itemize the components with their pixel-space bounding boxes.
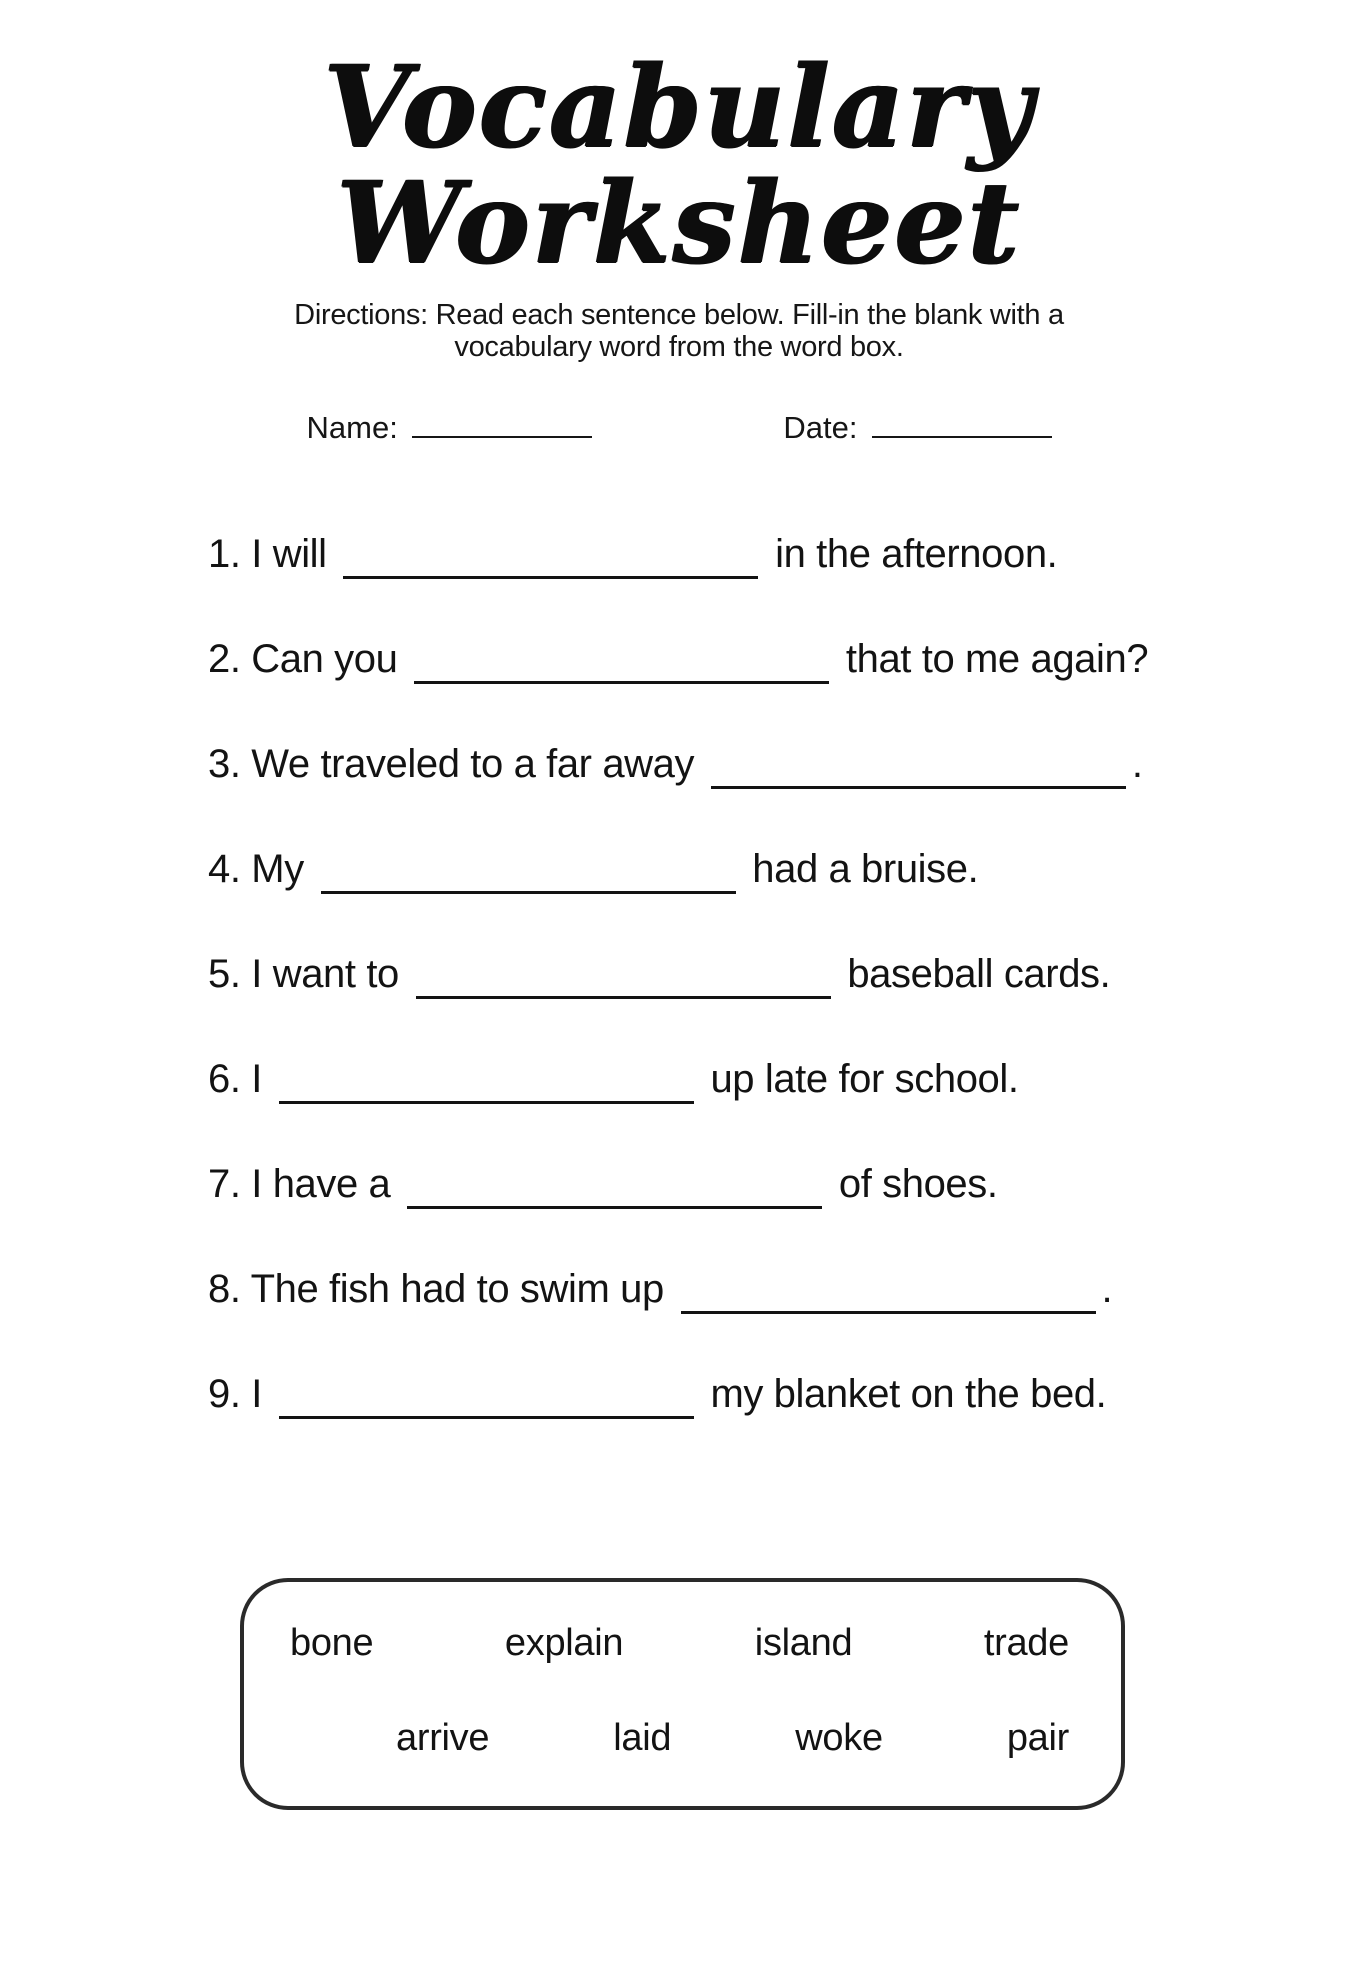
sentence-number: 8. [208,1266,241,1311]
date-label: Date: [783,409,858,445]
word-box-row-1 [244,1582,1121,1665]
word-box-row-2 [244,1665,1121,1760]
word-explain: explain [504,1622,624,1664]
directions-line2: vocabulary word from the word box. [454,331,904,364]
sentence-item-9 [208,1372,1358,1477]
page-title [0,42,1358,290]
sentence-after-text: . [1101,1266,1113,1311]
sentence-number: 7. [208,1161,241,1206]
sentence-item-5 [208,952,1358,1057]
fill-in-blank-1[interactable] [343,546,758,579]
sentence-after-text: of shoes. [838,1161,998,1206]
sentence-before-text: The fish had to swim up [250,1266,664,1311]
word-box [240,1578,1125,1810]
sentence-number: 1. [208,531,241,576]
sentence-before-text: I want to [251,951,399,996]
word-bone: bone [290,1622,374,1664]
sentence-item-6 [208,1057,1358,1162]
sentence-number: 6. [208,1056,241,1101]
sentence-after-text: my blanket on the bed. [710,1371,1107,1416]
sentence-before-text: We traveled to a far away [251,741,695,786]
directions-line1: Directions: Read each sentence below. Fill-in the blank with a [294,298,1064,331]
date-blank[interactable] [872,410,1052,438]
sentence-number: 5. [208,951,241,996]
name-date-row [307,410,1052,446]
sentence-item-4 [208,847,1358,952]
sentence-after-text: had a bruise. [752,846,979,891]
fill-in-blank-2[interactable] [414,651,829,684]
sentence-after-text: baseball cards. [847,951,1111,996]
sentence-after-text: in the afternoon. [775,531,1058,576]
fill-in-blank-7[interactable] [407,1176,822,1209]
sentence-before-text: I [251,1056,262,1101]
word-arrive: arrive [396,1717,490,1759]
name-label: Name: [306,409,398,445]
sentence-item-8 [208,1267,1358,1372]
fill-in-blank-9[interactable] [279,1386,694,1419]
sentence-after-text: that to me again? [845,636,1149,681]
page-title-line2: Worksheet [336,158,1022,290]
sentence-number: 9. [208,1371,241,1416]
date-field [783,410,1051,446]
sentence-before-text: I [251,1371,262,1416]
sentence-before-text: I have a [251,1161,391,1206]
sentence-item-1 [208,532,1358,637]
sentence-before-text: Can you [251,636,398,681]
sentence-before-text: I will [251,531,327,576]
fill-in-blank-8[interactable] [681,1281,1096,1314]
sentence-item-3 [208,742,1358,847]
sentence-number: 2. [208,636,241,681]
sentence-before-text: My [251,846,304,891]
sentence-item-7 [208,1162,1358,1267]
name-field [307,410,592,446]
fill-in-blank-5[interactable] [416,966,831,999]
sentence-number: 4. [208,846,241,891]
sentence-list [208,532,1358,1477]
page-title-line1: Vocabulary [323,42,1035,173]
worksheet-page [0,42,1358,1970]
sentence-number: 3. [208,741,241,786]
directions-text [0,299,1358,364]
word-trade: trade [983,1622,1069,1664]
word-island: island [754,1622,853,1664]
fill-in-blank-4[interactable] [321,861,736,894]
fill-in-blank-3[interactable] [711,756,1126,789]
sentence-after-text: up late for school. [710,1056,1019,1101]
sentence-item-2 [208,637,1358,742]
word-laid: laid [613,1717,672,1759]
word-pair: pair [1006,1717,1069,1759]
fill-in-blank-6[interactable] [279,1071,694,1104]
word-woke: woke [795,1717,883,1759]
sentence-after-text: . [1131,741,1143,786]
name-blank[interactable] [412,410,592,438]
